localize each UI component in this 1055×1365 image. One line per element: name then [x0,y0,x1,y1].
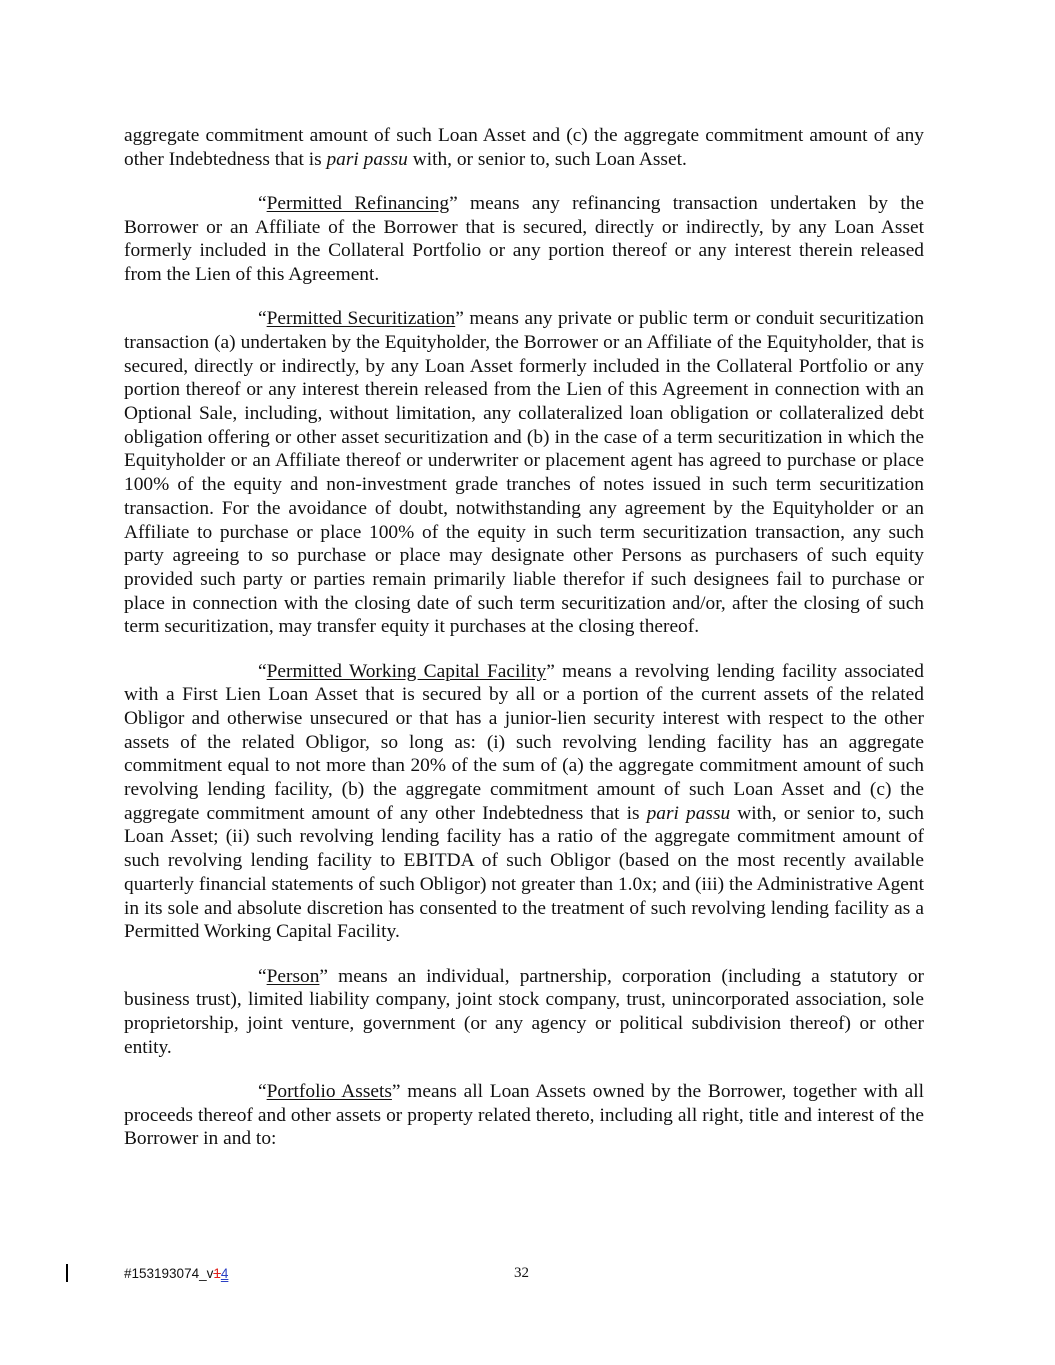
defined-term: Permitted Securitization [266,308,456,330]
defined-term: Permitted Working Capital Facility [266,660,547,682]
page-number: 32 [514,1265,529,1281]
italic-phrase: pari passu [646,802,731,824]
definition-continuation: aggregate commitment amount of such Loan Asset and (c) the aggregate commitment amount of any other Indebtedness that is pari passu with, or senior to, such Loan Asset. [124,125,924,170]
definition-permitted-refinancing: “Permitted Refinancing” means any refinancing transaction undertaken by the Borrower or an Affiliate of the Borrower that is secured, directly or indirectly, by any Loan Asset formerly included in the Collateral Portfolio or any portion thereof or any interest therein released from the Lien of this Agreement. [124,192,925,286]
change-bar-marker [66,1264,68,1282]
defined-term: Portfolio Assets [266,1080,392,1102]
document-page [124,124,924,1171]
definition-permitted-working-capital-facility: “Permitted Working Capital Facility” means a revolving lending facility associated with a First Lien Loan Asset that is secured by all or a portion of the current assets of the related Obligor and otherwise unsecured or that has a junior-lien security interest with respect to the other assets of the related Obligor, so long as: (i) such revolving lending facility has an aggregate commitment equal to not more than 20% of the sum of (a) the aggregate commitment amount of such revolving lending facility, (b) the aggregate commitment amount of such Loan Asset and (c) the aggregate commitment amount of any other Indebtedness that is pari passu with, or senior to, such Loan Asset; (ii) such revolving lending facility has a ratio of the aggregate commitment amount of such revolving lending facility to EBITDA of such Obligor (based on the most recently available quarterly financial statements of such Obligor) not greater than 1.0x; and (iii) the Administrative Agent in its sole and absolute discretion has consented to the treatment of such revolving lending facility as a Permitted Working Capital Facility. [124,660,924,943]
deleted-revision: 1 [213,1266,221,1281]
definition-permitted-securitization: “Permitted Securitization” means any private or public term or conduit securitization transaction (a) undertaken by the Equityholder, the Borrower or an Affiliate of the Equityholder, that is secured, directly or indirectly, by any Loan Asset formerly included in the Collateral Portfolio or any portion thereof or any interest therein released from the Lien of this Agreement in connection with an Optional Sale, including, without limitation, any collateralized loan obligation or collateralized debt obligation offering or other asset securitization and (b) in the case of a term securitization in which the Equityholder or an Affiliate thereof or underwriter or placement agent has agreed to purchase or place 100% of the equity and non-investment grade tranches of notes issued in such term securitization transaction. For the avoidance of doubt, notwithstanding any agreement by the Equityholder or an Affiliate to purchase or place 100% of the equity in such term securitization transaction, any such party agreeing to so purchase or place may designate other Persons as purchasers of such equity provided such party or parties remain primarily liable therefor if such designees fail to purchase or place in connection with the closing date of such term securitization and/or, after the closing of such term securitization, may transfer equity it purchases at the closing thereof. [124,308,924,638]
definition-portfolio-assets: “Portfolio Assets” means all Loan Assets owned by the Borrower, together with all proceeds thereof and other assets or property related thereto, including all right, title and interest of the Borrower in and to: [124,1080,924,1150]
defined-term: Person [266,965,320,987]
definition-person: “Person” means an individual, partnership, corporation (including a statutory or business trust), limited liability company, joint stock company, trust, unincorporated association, sole proprietorship, joint venture, government (or any agency or political subdivision thereof) or other entity. [124,965,924,1058]
inserted-revision: 4 [220,1266,229,1281]
defined-term: Permitted Refinancing [266,192,450,214]
italic-phrase: pari passu [326,148,408,170]
document-id: #153193074_v14 [124,1266,229,1281]
